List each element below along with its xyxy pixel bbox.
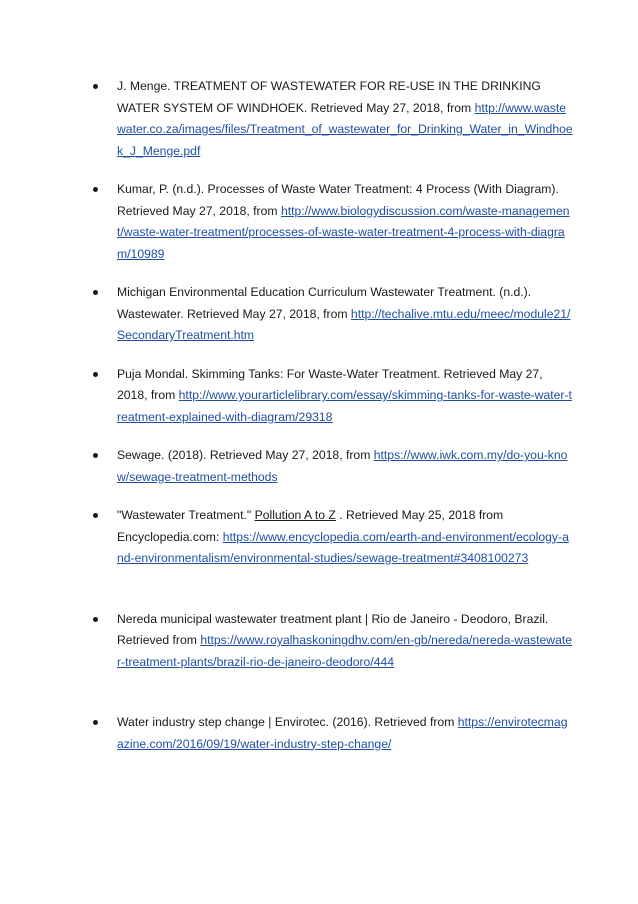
reference-item bbox=[93, 505, 573, 570]
bullet-icon bbox=[93, 513, 98, 518]
bullet-icon bbox=[93, 290, 98, 295]
reference-link[interactable]: https://www.royalhaskoningdhv.com/en-gb/nereda/nereda-wastewater-treatment-plants/brazil-rio-de-janeiro-deodoro/444 bbox=[117, 633, 573, 669]
reference-link[interactable]: https://www.iwk.com.my/do-you-know/sewage-treatment-methods bbox=[117, 448, 568, 484]
reference-text bbox=[117, 505, 573, 570]
reference-text bbox=[117, 445, 573, 488]
reference-link[interactable]: http://www.wastewater.co.za/images/files/Treatment_of_wastewater_for_Drinking_Water_in_Windhoek_J_Menge.pdf bbox=[117, 100, 573, 158]
reference-text bbox=[117, 609, 573, 674]
reference-item bbox=[93, 179, 573, 265]
reference-citation: Michigan Environmental Education Curriculum Wastewater Treatment. (n.d.). Wastewater. Retrieved May 27, 2018, from bbox=[117, 285, 532, 321]
reference-item bbox=[93, 76, 573, 162]
reference-text bbox=[117, 712, 573, 755]
reference-list bbox=[93, 76, 573, 755]
reference-citation: Puja Mondal. Skimming Tanks: For Waste-Water Treatment. Retrieved May 27, 2018, from bbox=[117, 366, 543, 402]
reference-text bbox=[117, 76, 573, 162]
reference-text bbox=[117, 282, 573, 347]
bullet-icon bbox=[93, 720, 98, 725]
reference-link[interactable]: http://www.yourarticlelibrary.com/essay/skimming-tanks-for-waste-water-treatment-explained-with-diagram/29318 bbox=[117, 388, 572, 424]
reference-link[interactable]: https://www.encyclopedia.com/earth-and-environment/ecology-and-environmentalism/environmental-studies/sewage-treatment#3408100273 bbox=[117, 529, 569, 565]
reference-citation: Water industry step change | Envirotec. (2016). Retrieved from bbox=[117, 715, 458, 729]
reference-item bbox=[93, 445, 573, 488]
reference-source-title: Pollution A to Z bbox=[254, 508, 336, 522]
reference-text bbox=[117, 364, 573, 429]
reference-item bbox=[93, 364, 573, 429]
reference-citation: "Wastewater Treatment." bbox=[117, 508, 255, 522]
reference-citation-suffix: . Retrieved May 25, 2018 from Encyclopedia.com: bbox=[117, 508, 504, 544]
bullet-icon bbox=[93, 84, 98, 89]
reference-item bbox=[93, 609, 573, 674]
reference-link[interactable]: http://www.biologydiscussion.com/waste-management/waste-water-treatment/processes-of-waste-water-treatment-4-process-with-diagram/10989 bbox=[117, 203, 570, 261]
bullet-icon bbox=[93, 453, 98, 458]
reference-item bbox=[93, 712, 573, 755]
reference-link[interactable]: http://techalive.mtu.edu/meec/module21/SecondaryTreatment.htm bbox=[117, 306, 571, 342]
bullet-icon bbox=[93, 187, 98, 192]
bullet-icon bbox=[93, 617, 98, 622]
reference-citation: Sewage. (2018). Retrieved May 27, 2018, from bbox=[117, 448, 374, 462]
reference-citation: J. Menge. TREATMENT OF WASTEWATER FOR RE-USE IN THE DRINKING WATER SYSTEM OF WINDHOEK. Retrieved May 27, 2018, from bbox=[117, 79, 541, 115]
reference-citation: Nereda municipal wastewater treatment plant | Rio de Janeiro - Deodoro, Brazil. Retrieved from bbox=[117, 611, 549, 647]
reference-link[interactable]: https://envirotecmagazine.com/2016/09/19/water-industry-step-change/ bbox=[117, 715, 568, 751]
reference-text bbox=[117, 179, 573, 265]
reference-citation: Kumar, P. (n.d.). Processes of Waste Water Treatment: 4 Process (With Diagram). Retrieved May 27, 2018, from bbox=[117, 182, 559, 218]
reference-item bbox=[93, 282, 573, 347]
bullet-icon bbox=[93, 372, 98, 377]
